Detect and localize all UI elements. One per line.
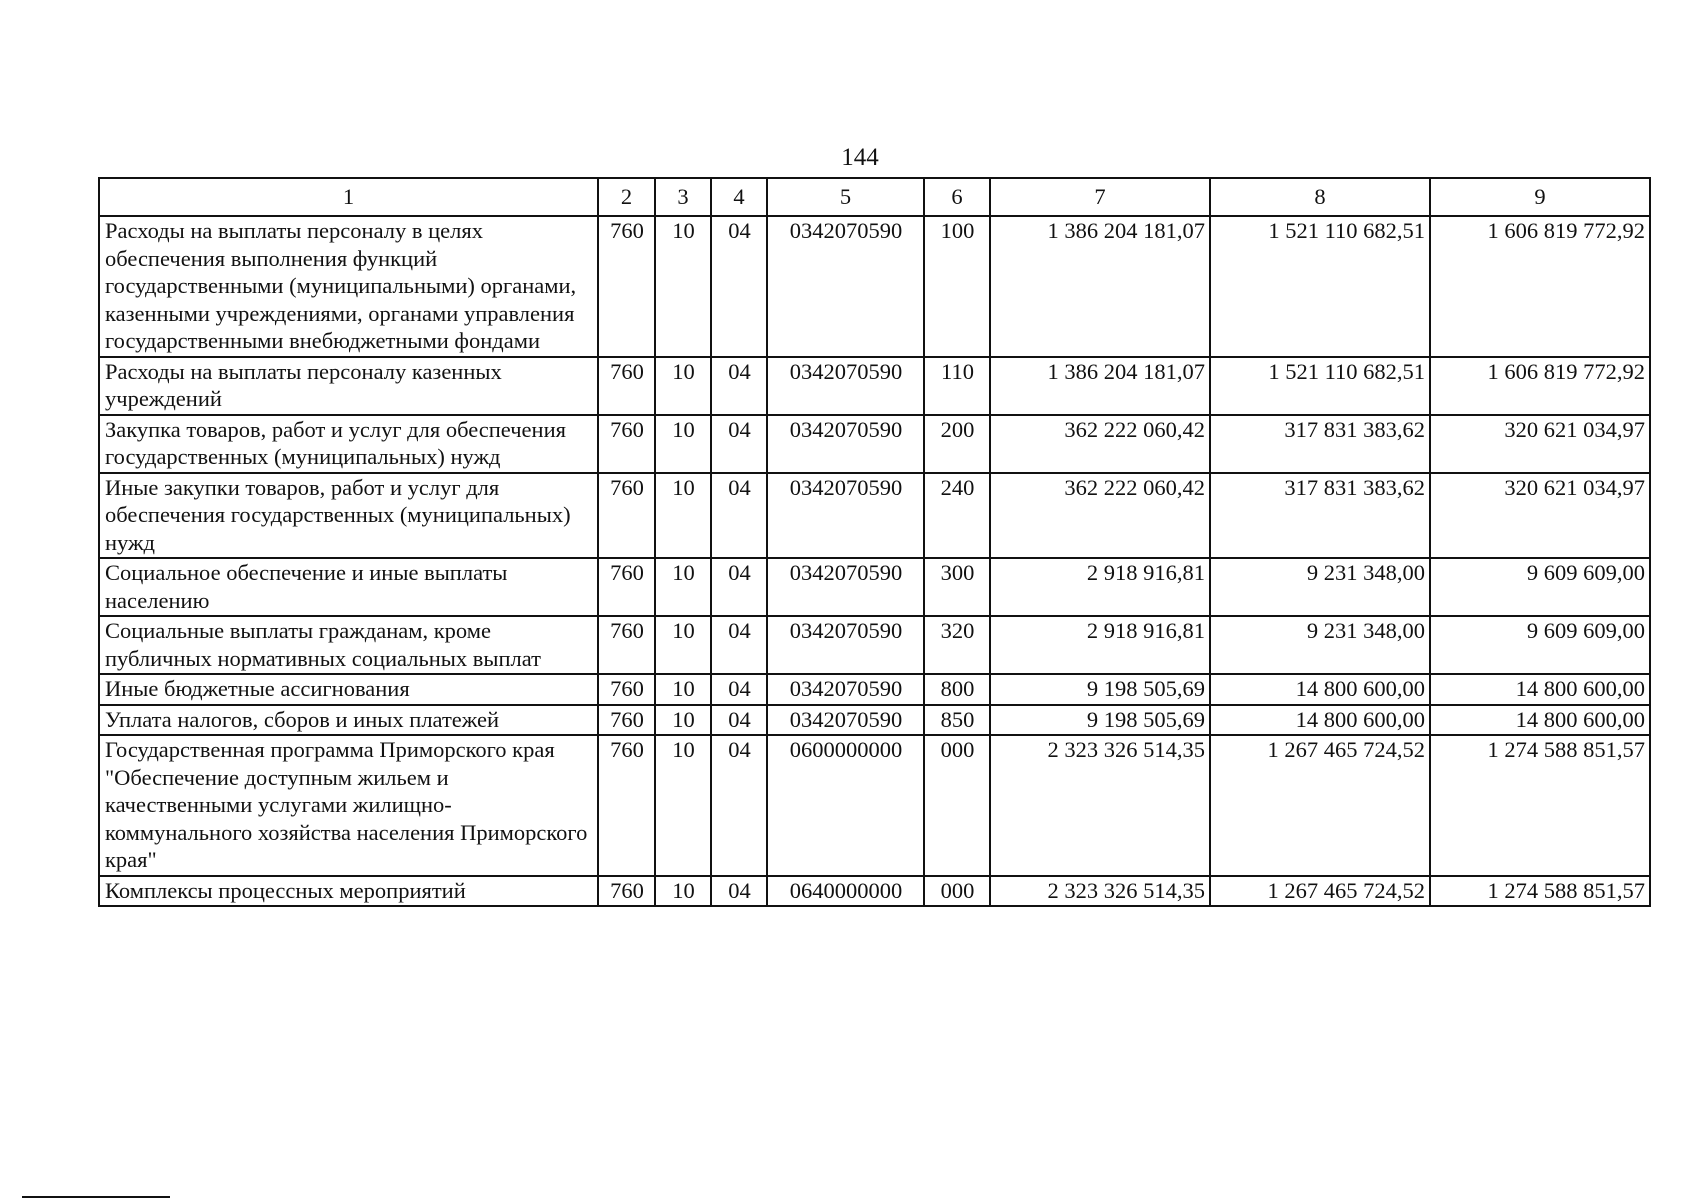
expense-name: Закупка товаров, работ и услуг для обеспечения государственных (муниципальных) нужд — [99, 415, 598, 473]
section-code: 10 — [655, 674, 711, 705]
amount-col-7: 2 323 326 514,35 — [990, 735, 1210, 876]
amount-col-8: 1 521 110 682,51 — [1210, 357, 1430, 415]
amount-col-8: 9 231 348,00 — [1210, 616, 1430, 674]
ministry-code: 760 — [598, 216, 655, 357]
budget-table — [98, 177, 1651, 907]
subsection-code: 04 — [711, 735, 767, 876]
ministry-code: 760 — [598, 705, 655, 736]
amount-col-8: 14 800 600,00 — [1210, 705, 1430, 736]
amount-col-7: 2 918 916,81 — [990, 558, 1210, 616]
expense-type-code: 000 — [924, 735, 990, 876]
amount-col-8: 1 521 110 682,51 — [1210, 216, 1430, 357]
target-article-code: 0342070590 — [767, 558, 924, 616]
amount-col-8: 317 831 383,62 — [1210, 473, 1430, 559]
ministry-code: 760 — [598, 674, 655, 705]
subsection-code: 04 — [711, 415, 767, 473]
section-code: 10 — [655, 473, 711, 559]
amount-col-7: 1 386 204 181,07 — [990, 357, 1210, 415]
amount-col-7: 2 918 916,81 — [990, 616, 1210, 674]
expense-type-code: 100 — [924, 216, 990, 357]
amount-col-8: 1 267 465 724,52 — [1210, 735, 1430, 876]
amount-col-9: 1 274 588 851,57 — [1430, 876, 1650, 907]
table-row — [99, 705, 1650, 736]
ministry-code: 760 — [598, 876, 655, 907]
expense-name: Иные закупки товаров, работ и услуг для обеспечения государственных (муниципальных) нужд — [99, 473, 598, 559]
amount-col-9: 1 274 588 851,57 — [1430, 735, 1650, 876]
subsection-code: 04 — [711, 705, 767, 736]
amount-col-8: 1 267 465 724,52 — [1210, 876, 1430, 907]
amount-col-7: 362 222 060,42 — [990, 473, 1210, 559]
table-row — [99, 674, 1650, 705]
section-code: 10 — [655, 876, 711, 907]
ministry-code: 760 — [598, 558, 655, 616]
subsection-code: 04 — [711, 876, 767, 907]
expense-name: Иные бюджетные ассигнования — [99, 674, 598, 705]
column-header: 6 — [924, 178, 990, 216]
amount-col-9: 1 606 819 772,92 — [1430, 357, 1650, 415]
table-row — [99, 876, 1650, 907]
expense-type-code: 000 — [924, 876, 990, 907]
table-row — [99, 415, 1650, 473]
expense-type-code: 850 — [924, 705, 990, 736]
expense-name: Государственная программа Приморского края "Обеспечение доступным жильем и качественными услугами жилищно-коммунального хозяйства населения Приморского края" — [99, 735, 598, 876]
target-article-code: 0342070590 — [767, 357, 924, 415]
amount-col-9: 14 800 600,00 — [1430, 674, 1650, 705]
amount-col-9: 320 621 034,97 — [1430, 473, 1650, 559]
subsection-code: 04 — [711, 473, 767, 559]
expense-name: Социальное обеспечение и иные выплаты населению — [99, 558, 598, 616]
subsection-code: 04 — [711, 357, 767, 415]
column-header: 8 — [1210, 178, 1430, 216]
column-header: 2 — [598, 178, 655, 216]
ministry-code: 760 — [598, 616, 655, 674]
ministry-code: 760 — [598, 357, 655, 415]
table-row — [99, 473, 1650, 559]
amount-col-9: 14 800 600,00 — [1430, 705, 1650, 736]
section-code: 10 — [655, 216, 711, 357]
target-article-code: 0342070590 — [767, 216, 924, 357]
table-row — [99, 616, 1650, 674]
section-code: 10 — [655, 616, 711, 674]
column-header: 1 — [99, 178, 598, 216]
column-header: 4 — [711, 178, 767, 216]
expense-name: Расходы на выплаты персоналу в целях обеспечения выполнения функций государственными (муниципальными) органами, казенными учреждениями, органами управления государственными внебюджетными фондами — [99, 216, 598, 357]
expense-type-code: 300 — [924, 558, 990, 616]
amount-col-7: 2 323 326 514,35 — [990, 876, 1210, 907]
table-row — [99, 216, 1650, 357]
ministry-code: 760 — [598, 415, 655, 473]
header-row — [99, 178, 1650, 216]
section-code: 10 — [655, 415, 711, 473]
amount-col-9: 9 609 609,00 — [1430, 558, 1650, 616]
section-code: 10 — [655, 705, 711, 736]
amount-col-7: 9 198 505,69 — [990, 705, 1210, 736]
target-article-code: 0640000000 — [767, 876, 924, 907]
expense-name: Социальные выплаты гражданам, кроме публичных нормативных социальных выплат — [99, 616, 598, 674]
target-article-code: 0600000000 — [767, 735, 924, 876]
ministry-code: 760 — [598, 473, 655, 559]
expense-type-code: 240 — [924, 473, 990, 559]
expense-type-code: 320 — [924, 616, 990, 674]
subsection-code: 04 — [711, 558, 767, 616]
expense-name: Комплексы процессных мероприятий — [99, 876, 598, 907]
amount-col-8: 9 231 348,00 — [1210, 558, 1430, 616]
amount-col-7: 1 386 204 181,07 — [990, 216, 1210, 357]
page-number: 144 — [841, 144, 879, 171]
target-article-code: 0342070590 — [767, 674, 924, 705]
expense-type-code: 110 — [924, 357, 990, 415]
subsection-code: 04 — [711, 216, 767, 357]
amount-col-8: 317 831 383,62 — [1210, 415, 1430, 473]
expense-type-code: 200 — [924, 415, 990, 473]
expense-name: Расходы на выплаты персоналу казенных учреждений — [99, 357, 598, 415]
column-header: 3 — [655, 178, 711, 216]
amount-col-9: 9 609 609,00 — [1430, 616, 1650, 674]
target-article-code: 0342070590 — [767, 616, 924, 674]
subsection-code: 04 — [711, 674, 767, 705]
table-row — [99, 357, 1650, 415]
amount-col-8: 14 800 600,00 — [1210, 674, 1430, 705]
target-article-code: 0342070590 — [767, 705, 924, 736]
column-header: 9 — [1430, 178, 1650, 216]
amount-col-9: 320 621 034,97 — [1430, 415, 1650, 473]
column-header: 5 — [767, 178, 924, 216]
subsection-code: 04 — [711, 616, 767, 674]
table-row — [99, 735, 1650, 876]
section-code: 10 — [655, 558, 711, 616]
column-header: 7 — [990, 178, 1210, 216]
section-code: 10 — [655, 735, 711, 876]
amount-col-7: 362 222 060,42 — [990, 415, 1210, 473]
table-row — [99, 558, 1650, 616]
section-code: 10 — [655, 357, 711, 415]
target-article-code: 0342070590 — [767, 415, 924, 473]
amount-col-9: 1 606 819 772,92 — [1430, 216, 1650, 357]
amount-col-7: 9 198 505,69 — [990, 674, 1210, 705]
target-article-code: 0342070590 — [767, 473, 924, 559]
expense-type-code: 800 — [924, 674, 990, 705]
ministry-code: 760 — [598, 735, 655, 876]
footnote-rule — [22, 1196, 170, 1198]
expense-name: Уплата налогов, сборов и иных платежей — [99, 705, 598, 736]
